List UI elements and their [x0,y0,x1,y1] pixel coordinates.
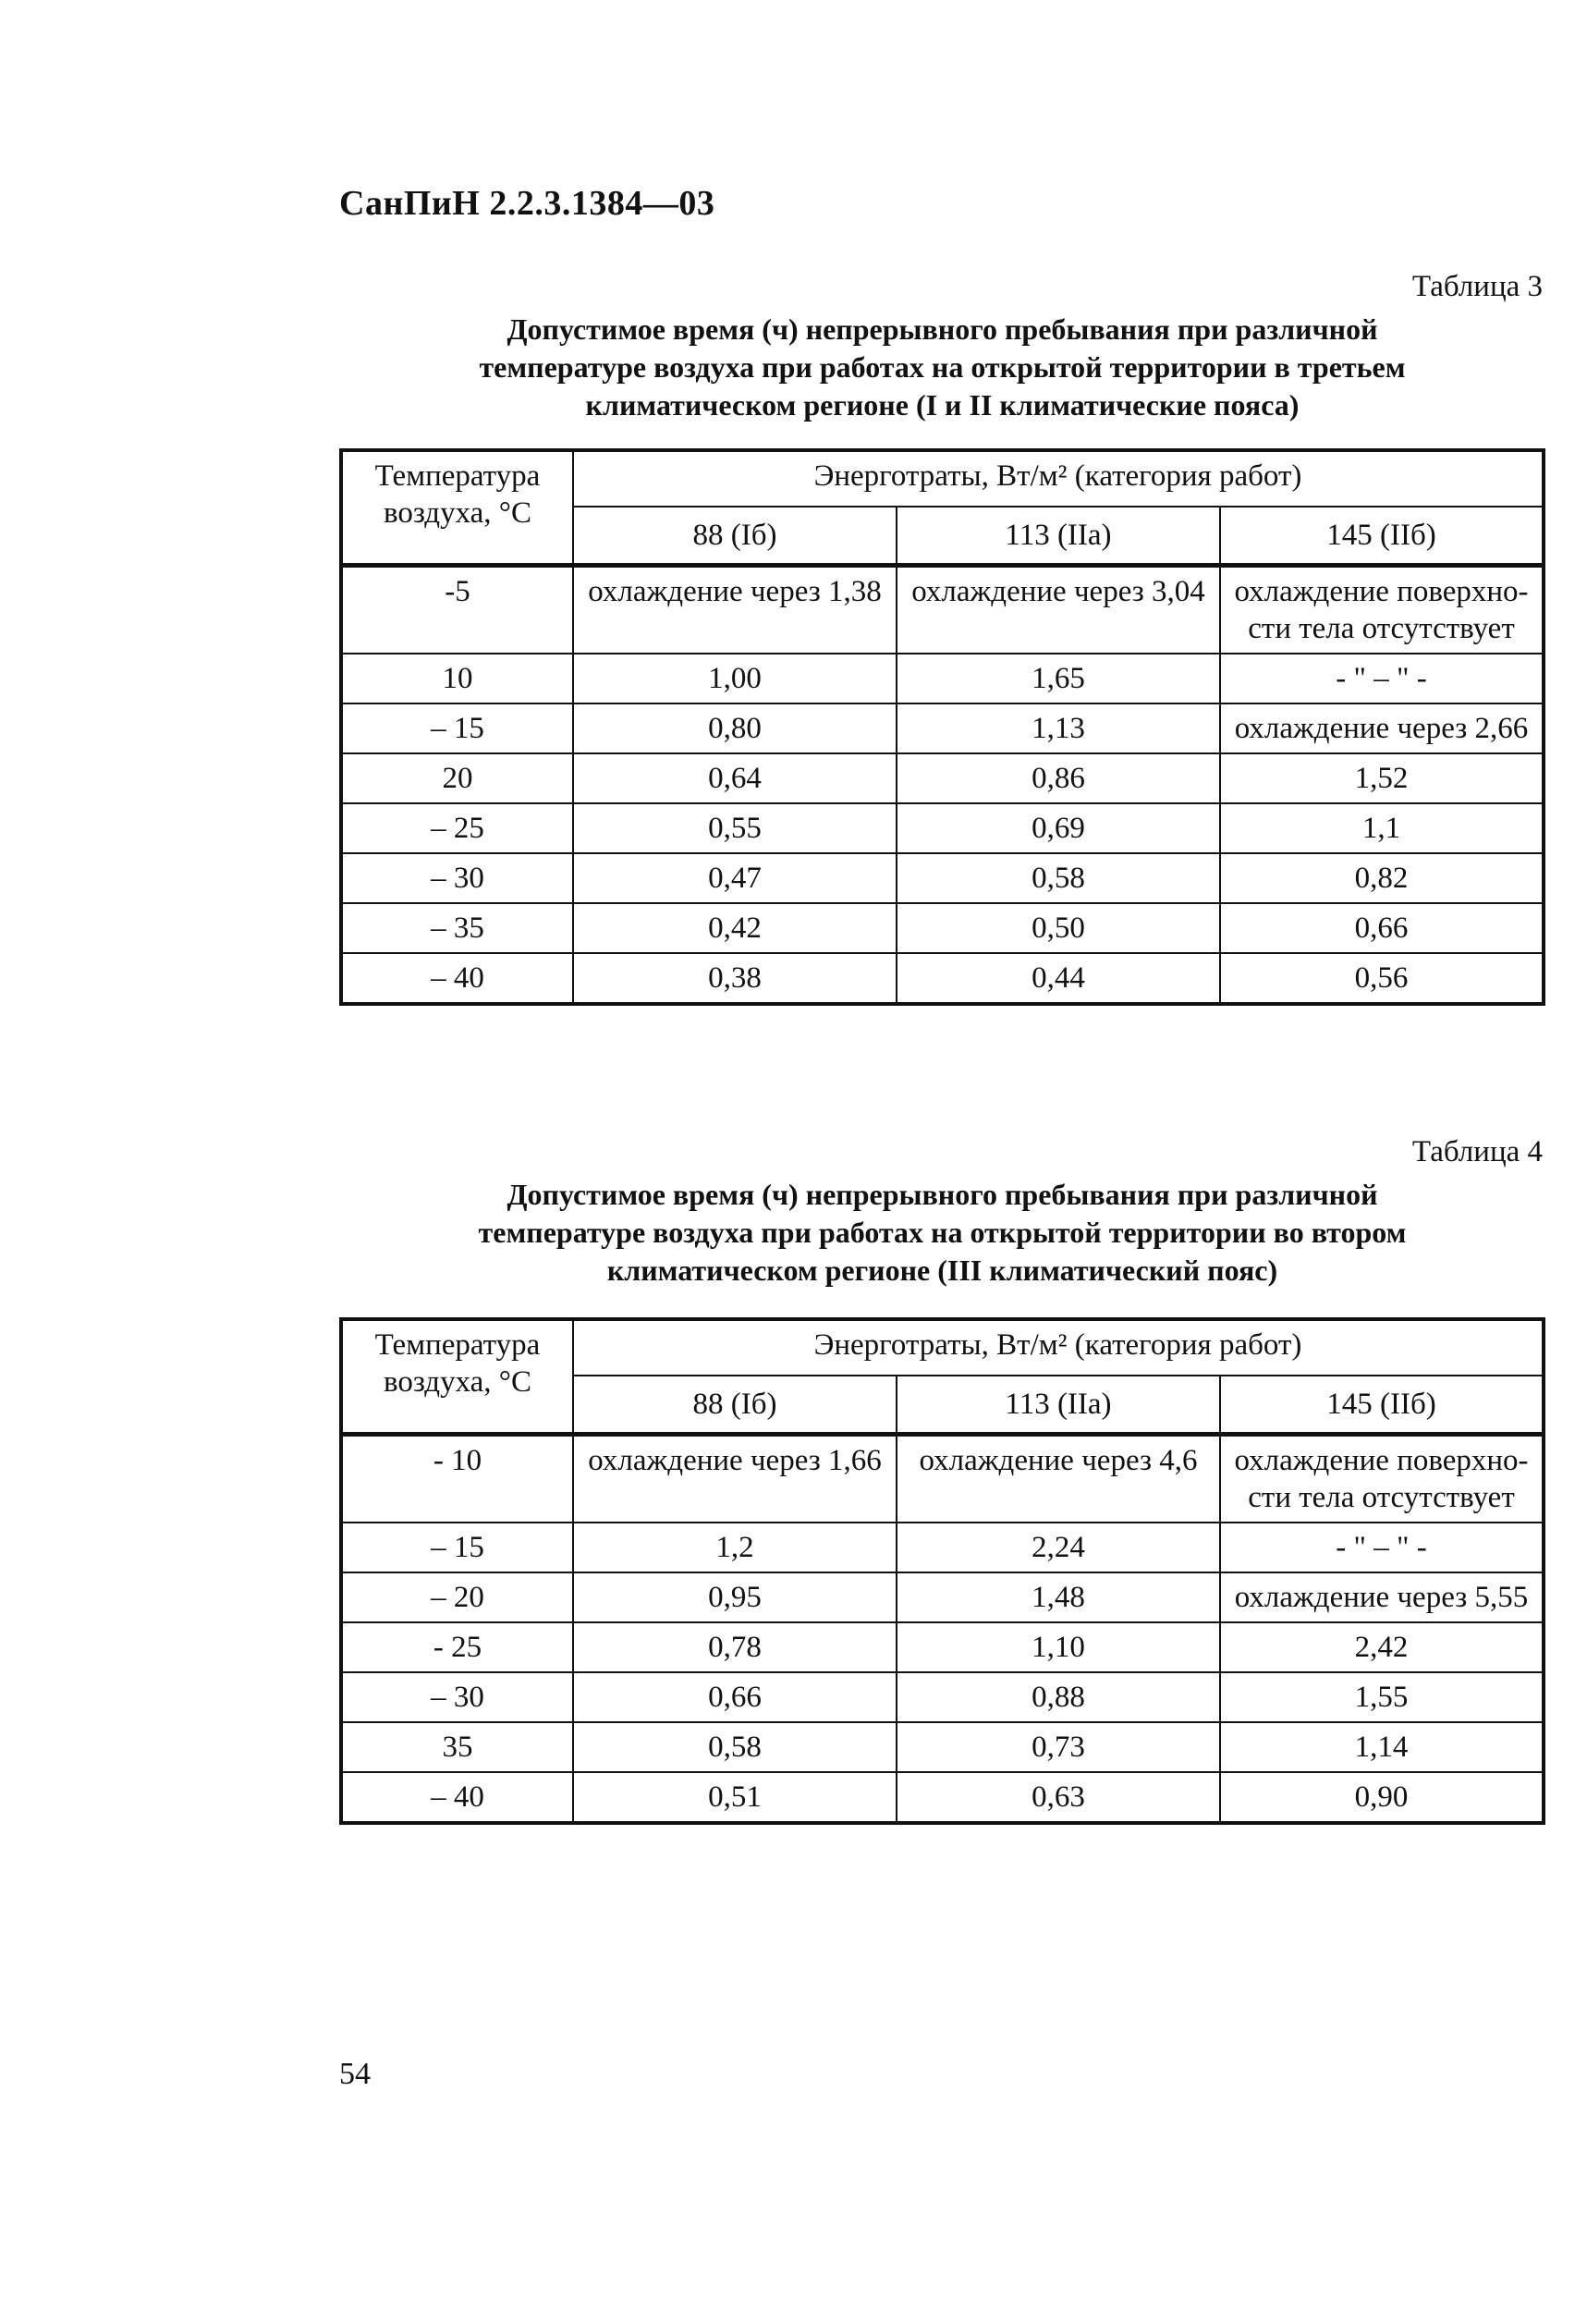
value-cell: 0,51 [573,1772,897,1823]
value-cell: 1,13 [897,703,1220,753]
header-col-88: 88 (Iб) [573,1376,897,1435]
temperature-cell: - 25 [341,1622,573,1672]
value-cell: 0,82 [1220,853,1544,903]
value-cell: 0,42 [573,903,897,953]
table-4-title [339,1176,1545,1290]
table-row [341,853,1544,903]
value-cell: 0,86 [897,753,1220,803]
header-energy: Энерготраты, Вт/м² (категория работ) [573,450,1544,507]
table-3-title-line-2: температуре воздуха при работах на открытой территории в третьем [479,350,1406,384]
table-4-title-line-1: Допустимое время (ч) непрерывного пребывания при различной [507,1178,1378,1211]
header-temperature: Температура воздуха, °С [341,450,573,566]
value-cell: охлаждение через 1,38 [573,566,897,654]
table-row [341,1772,1544,1823]
value-cell: 0,47 [573,853,897,903]
table-row [341,953,1544,1004]
value-cell: охлаждение через 2,66 [1220,703,1544,753]
temperature-cell: – 30 [341,853,573,903]
document-code: СанПиН 2.2.3.1384—03 [339,184,715,223]
temperature-cell: 35 [341,1722,573,1772]
temperature-cell: 20 [341,753,573,803]
temperature-cell: – 15 [341,703,573,753]
header-energy: Энерготраты, Вт/м² (категория работ) [573,1319,1544,1376]
temperature-cell: – 20 [341,1572,573,1622]
table-row [341,703,1544,753]
value-cell: охлаждение через 4,6 [897,1435,1220,1523]
table-3-title-line-3: климатическом регионе (I и II климатические пояса) [585,388,1300,422]
header-temperature: Температура воздуха, °С [341,1319,573,1435]
value-cell: 0,78 [573,1622,897,1672]
table-row [341,1435,1544,1523]
table-row [341,1572,1544,1622]
table-row [341,803,1544,853]
value-cell: 1,65 [897,654,1220,703]
value-cell: 1,14 [1220,1722,1544,1772]
header-col-88: 88 (Iб) [573,507,897,566]
value-cell: - " – " - [1220,1523,1544,1572]
temperature-cell: – 35 [341,903,573,953]
table-3-label: Таблица 3 [1411,270,1543,303]
value-cell: охлаждение через 1,66 [573,1435,897,1523]
table-3 [339,448,1545,1006]
table-row [341,654,1544,703]
value-cell: 1,00 [573,654,897,703]
temperature-cell: – 30 [341,1672,573,1722]
value-cell: 0,63 [897,1772,1220,1823]
value-cell: 0,58 [573,1722,897,1772]
value-cell: 0,64 [573,753,897,803]
value-cell: 0,66 [1220,903,1544,953]
temperature-cell: -5 [341,566,573,654]
value-cell: 2,42 [1220,1622,1544,1672]
value-cell: 0,55 [573,803,897,853]
table-4-label: Таблица 4 [1411,1135,1543,1168]
value-cell: 1,48 [897,1572,1220,1622]
table-row [341,1622,1544,1672]
table-row [341,753,1544,803]
value-cell: 0,58 [897,853,1220,903]
temperature-cell: – 25 [341,803,573,853]
value-cell: 0,90 [1220,1772,1544,1823]
table-row [341,903,1544,953]
header-col-145: 145 (IIб) [1220,1376,1544,1435]
value-cell: 0,44 [897,953,1220,1004]
value-cell: 1,1 [1220,803,1544,853]
value-cell: 0,66 [573,1672,897,1722]
value-cell: 1,55 [1220,1672,1544,1722]
value-cell: 1,10 [897,1622,1220,1672]
value-cell: 1,2 [573,1523,897,1572]
value-cell: охлаждение поверхно-сти тела отсутствует [1220,1435,1544,1523]
header-col-113: 113 (IIa) [897,507,1220,566]
table-3-title-line-1: Допустимое время (ч) непрерывного пребывания при различной [507,312,1378,346]
value-cell: 2,24 [897,1523,1220,1572]
page-number: 54 [339,2057,371,2091]
value-cell: 0,56 [1220,953,1544,1004]
table-4-title-line-3: климатическом регионе (III климатический пояс) [606,1254,1278,1287]
value-cell: охлаждение через 3,04 [897,566,1220,654]
temperature-cell: - 10 [341,1435,573,1523]
value-cell: 0,38 [573,953,897,1004]
table-row [341,566,1544,654]
table-4-title-line-2: температуре воздуха при работах на открытой территории во втором [478,1216,1407,1249]
value-cell: 0,80 [573,703,897,753]
temperature-cell: – 40 [341,1772,573,1823]
value-cell: 1,52 [1220,753,1544,803]
table-row [341,1672,1544,1722]
table-row [341,1523,1544,1572]
value-cell: 0,50 [897,903,1220,953]
value-cell: 0,69 [897,803,1220,853]
value-cell: 0,88 [897,1672,1220,1722]
value-cell: охлаждение поверхно-сти тела отсутствует [1220,566,1544,654]
temperature-cell: – 40 [341,953,573,1004]
table-row [341,1722,1544,1772]
value-cell: - " – " - [1220,654,1544,703]
header-col-113: 113 (IIa) [897,1376,1220,1435]
value-cell: 0,95 [573,1572,897,1622]
header-col-145: 145 (IIб) [1220,507,1544,566]
value-cell: 0,73 [897,1722,1220,1772]
temperature-cell: 10 [341,654,573,703]
table-4 [339,1317,1545,1825]
table-3-title [339,311,1545,424]
value-cell: охлаждение через 5,55 [1220,1572,1544,1622]
temperature-cell: – 15 [341,1523,573,1572]
